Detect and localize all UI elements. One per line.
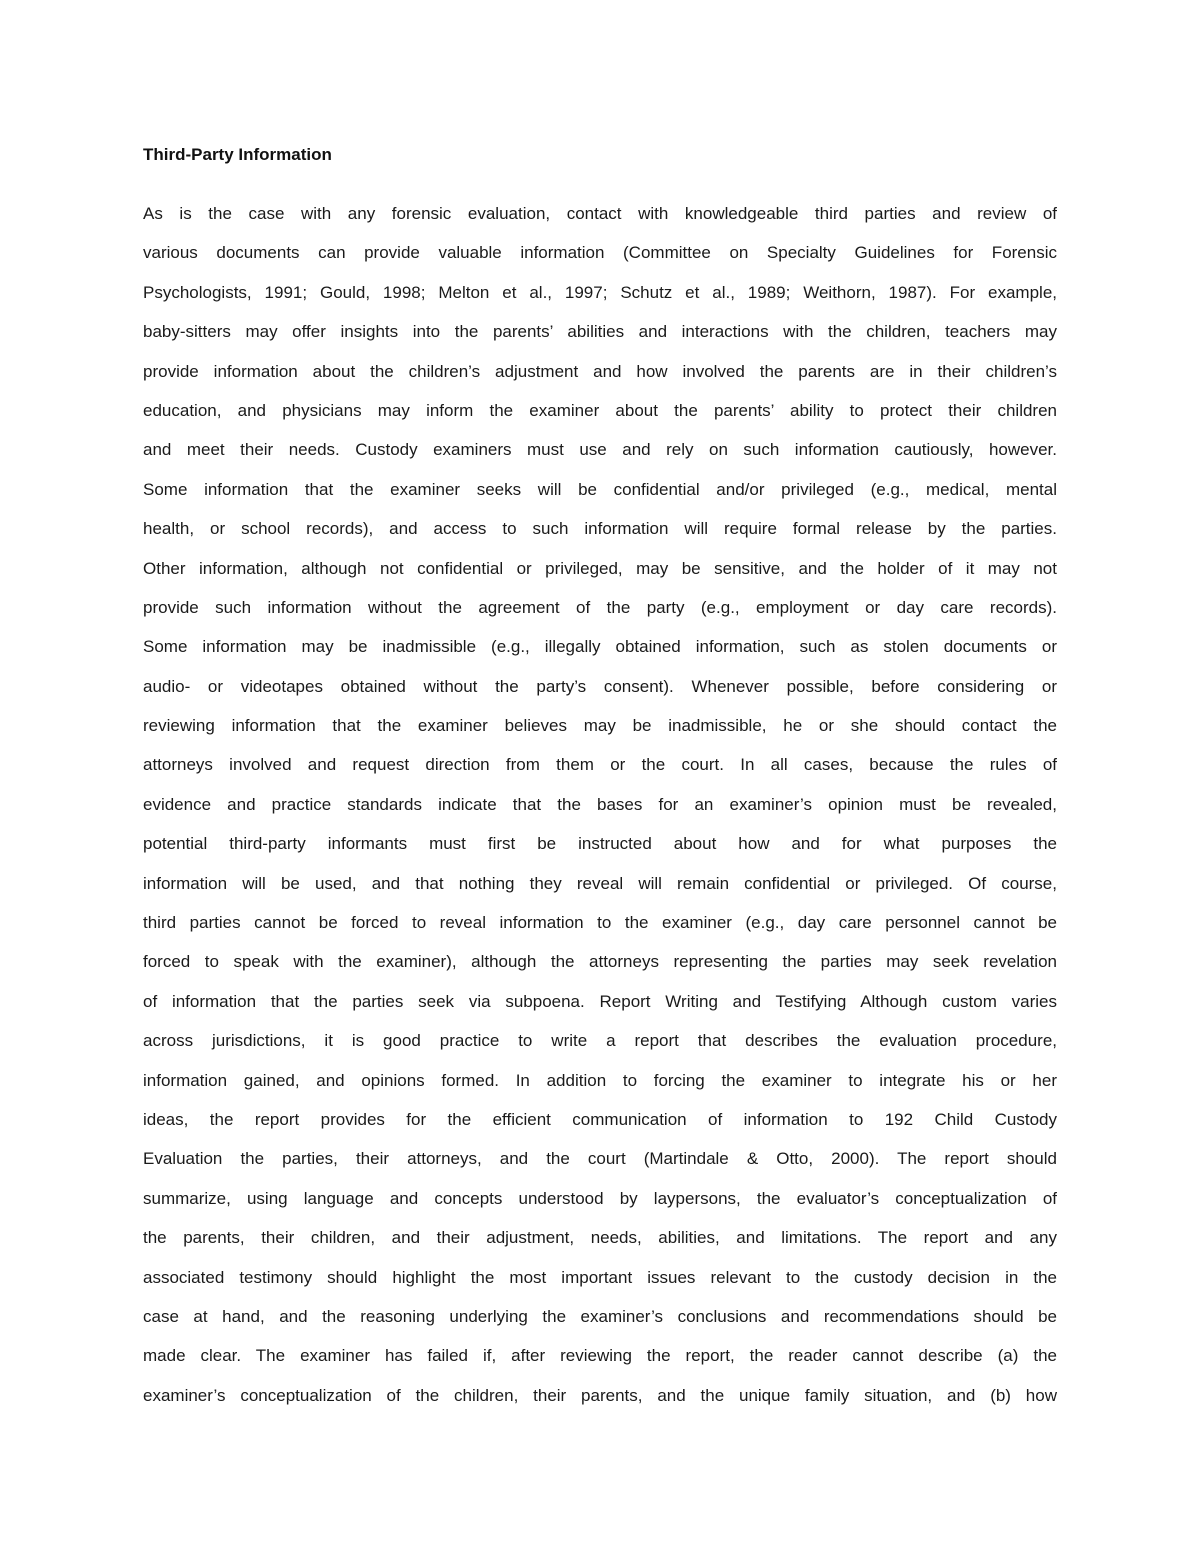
text-line: Other information, although not confidential or privileged, may be sensitive, and the holder of it may not: [143, 558, 1057, 578]
text-line: attorneys involved and request direction from them or the court. In all cases, because the rules of: [143, 755, 1057, 775]
section-heading: Third-Party Information: [143, 145, 332, 164]
text-line: provide such information without the agreement of the party (e.g., employment or day care records).: [143, 597, 1057, 617]
text-line: Evaluation the parties, their attorneys, and the court (Martindale & Otto, 2000). The report should: [143, 1149, 1057, 1169]
text-line: ideas, the report provides for the efficient communication of information to 192 Child Custody: [143, 1109, 1057, 1129]
text-line: evidence and practice standards indicate that the bases for an examiner’s opinion must be revealed,: [143, 794, 1057, 814]
text-line: made clear. The examiner has failed if, after reviewing the report, the reader cannot describe (a) the: [143, 1346, 1057, 1366]
text-line: case at hand, and the reasoning underlying the examiner’s conclusions and recommendations should be: [143, 1306, 1057, 1326]
text-line: across jurisdictions, it is good practice to write a report that describes the evaluation procedure,: [143, 1031, 1057, 1051]
text-line: the parents, their children, and their adjustment, needs, abilities, and limitations. The report and any: [143, 1228, 1057, 1248]
text-line: As is the case with any forensic evaluation, contact with knowledgeable third parties and review of: [143, 204, 1057, 223]
text-line: Psychologists, 1991; Gould, 1998; Melton et al., 1997; Schutz et al., 1989; Weithorn, 1987). For example,: [143, 282, 1057, 302]
text-line: Some information that the examiner seeks will be confidential and/or privileged (e.g., medical, mental: [143, 479, 1057, 499]
text-line: and meet their needs. Custody examiners must use and rely on such information cautiously, however.: [143, 440, 1057, 460]
body-paragraph: [143, 194, 1057, 1415]
text-line: information gained, and opinions formed. In addition to forcing the examiner to integrate his or her: [143, 1070, 1057, 1090]
text-line: baby-sitters may offer insights into the parents’ abilities and interactions with the children, teachers may: [143, 322, 1057, 342]
text-line: reviewing information that the examiner believes may be inadmissible, he or she should contact the: [143, 716, 1057, 736]
text-line: third parties cannot be forced to reveal information to the examiner (e.g., day care personnel cannot be: [143, 913, 1057, 933]
text-line: provide information about the children’s adjustment and how involved the parents are in their children’s: [143, 361, 1057, 381]
text-line: associated testimony should highlight the most important issues relevant to the custody decision in the: [143, 1267, 1057, 1287]
text-line: audio- or videotapes obtained without the party’s consent). Whenever possible, before considering or: [143, 676, 1057, 696]
text-line: various documents can provide valuable information (Committee on Specialty Guidelines for Forensic: [143, 243, 1057, 263]
text-line: information will be used, and that nothing they reveal will remain confidential or privileged. Of course,: [143, 873, 1057, 893]
text-line: examiner’s conceptualization of the children, their parents, and the unique family situation, and (b) how: [143, 1385, 1057, 1405]
text-line: education, and physicians may inform the examiner about the parents’ ability to protect their children: [143, 400, 1057, 420]
text-line: potential third-party informants must first be instructed about how and for what purposes the: [143, 834, 1057, 854]
text-line: summarize, using language and concepts understood by laypersons, the evaluator’s conceptualization of: [143, 1188, 1057, 1208]
text-line: health, or school records), and access to such information will require formal release by the parties.: [143, 519, 1057, 539]
text-line: Some information may be inadmissible (e.g., illegally obtained information, such as stolen documents or: [143, 637, 1057, 657]
text-line: forced to speak with the examiner), although the attorneys representing the parties may seek revelation: [143, 952, 1057, 972]
text-line: of information that the parties seek via subpoena. Report Writing and Testifying Although custom varies: [143, 991, 1057, 1011]
